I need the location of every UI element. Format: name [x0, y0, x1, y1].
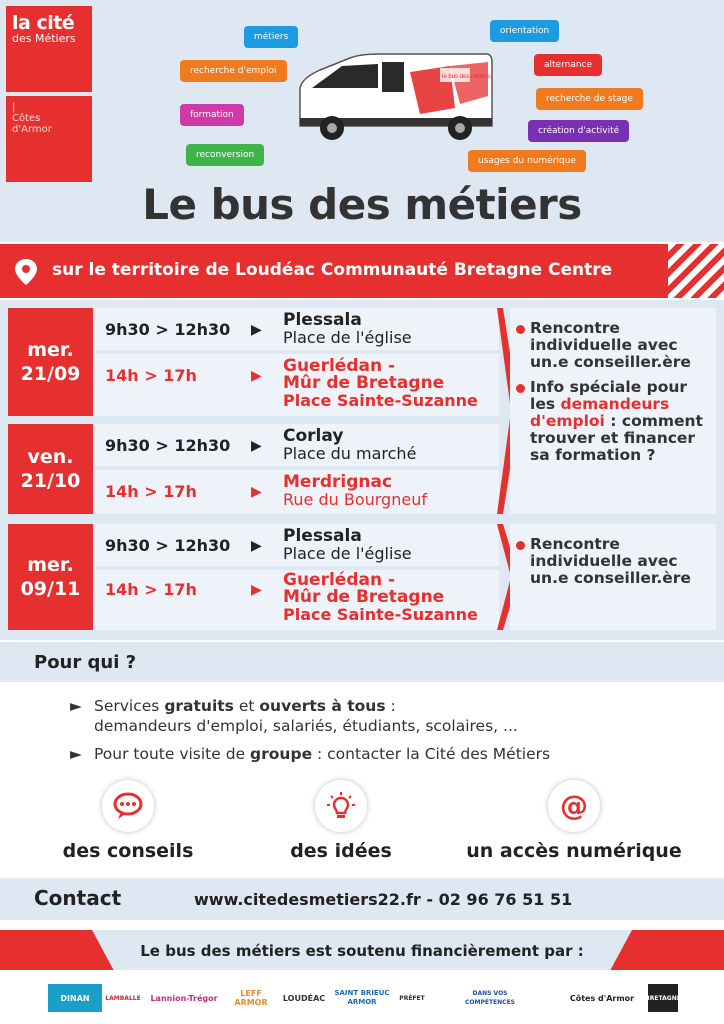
partner-logo: Lannion-Trégor — [150, 993, 218, 1003]
bubble-usages-numerique: usages du numérique — [468, 150, 586, 172]
stripe-decoration — [668, 244, 724, 298]
day-name: ven. — [27, 446, 74, 468]
at-sign-icon: @ — [548, 780, 600, 832]
header — [0, 0, 724, 242]
slot-time: 14h > 17h — [105, 482, 197, 501]
play-arrow-icon: ▶ — [251, 438, 262, 454]
slot-place: Plessala — [283, 310, 362, 330]
partner-logo: SAINT BRIEUC ARMOR — [334, 989, 390, 1006]
list-text-bold: groupe — [250, 745, 313, 763]
partner-logo — [434, 984, 464, 1012]
bubble-recherche-emploi: recherche d'emploi — [180, 60, 287, 82]
slot-row — [95, 470, 499, 514]
info-text: : comment trouver et financer sa formation ? — [530, 412, 703, 464]
partner-logo: LEFF ARMOR — [234, 989, 268, 1007]
slot-address: Place du marché — [283, 444, 417, 463]
bubble-creation-activite: création d'activité — [528, 120, 629, 142]
play-arrow-icon: ▶ — [251, 322, 262, 338]
triangle-bullet-icon: ► — [70, 697, 82, 715]
slot-row — [95, 424, 499, 466]
list-text-bold: ouverts à tous — [259, 697, 386, 715]
day-date: 21/10 — [20, 470, 81, 492]
bus-sign: le bus des métiers — [442, 74, 491, 80]
slot-place-line2: Mûr de Bretagne — [283, 373, 445, 393]
day-name: mer. — [27, 554, 74, 576]
benefit-label: des idées — [290, 840, 392, 862]
day-date: 21/09 — [20, 363, 81, 385]
info-bullet — [530, 379, 708, 464]
slot-time: 14h > 17h — [105, 580, 197, 599]
info-highlight: demandeurs d'emploi — [530, 395, 670, 430]
list-item — [70, 744, 550, 764]
benefit-label: un accès numérique — [466, 840, 682, 862]
triangle-bullet-icon: ► — [70, 745, 82, 763]
info-panel-2 — [510, 524, 716, 630]
slot-row — [95, 354, 499, 416]
slot-time: 9h30 > 12h30 — [105, 536, 231, 555]
speech-bubble-icon — [102, 780, 154, 832]
logo-cite-line1: la cité — [12, 12, 75, 34]
day-block-3 — [8, 524, 93, 630]
info-panel-1 — [510, 308, 716, 514]
day-block-2 — [8, 424, 93, 514]
day-date: 09/11 — [20, 578, 81, 600]
partner-logo — [522, 984, 560, 1012]
partner-logo: LOUDÉAC — [282, 993, 326, 1003]
info-bullet: Rencontre individuelle avec un.e conseiller.ère — [530, 320, 708, 371]
list-text: demandeurs d'emploi, salariés, étudiants, scolaires, ... — [94, 717, 518, 735]
slot-address: Place de l'église — [283, 544, 412, 563]
list-text: Pour toute visite de — [94, 745, 246, 763]
logo-cite-line2: des Métiers — [12, 32, 76, 45]
list-text-bold: gratuits — [164, 697, 234, 715]
bubble-metiers: métiers — [244, 26, 298, 48]
pour-qui-header — [0, 642, 724, 682]
slot-address: Place Sainte-Suzanne — [283, 605, 478, 624]
slot-place: Corlay — [283, 426, 344, 446]
sponsor-banner — [0, 930, 724, 970]
partner-logo: DANS VOS COMPÉTENCES — [464, 990, 515, 1006]
pour-qui-title: Pour qui ? — [34, 652, 137, 673]
slot-place: Merdrignac — [283, 472, 393, 492]
slot-row — [95, 570, 499, 630]
logo-region-line1: | — [12, 102, 16, 113]
partner-logo: BRETAGNE — [648, 984, 678, 1012]
slot-time: 14h > 17h — [105, 366, 197, 385]
contact-title: Contact — [34, 886, 122, 910]
partner-logo: PRÉFET — [399, 994, 425, 1002]
sponsor-title: Le bus des métiers est soutenu financièrement par : — [140, 942, 584, 960]
list-item — [70, 696, 550, 736]
slot-address: Rue du Bourgneuf — [283, 490, 427, 509]
bubble-reconversion: reconversion — [186, 144, 264, 166]
info-text: Info spéciale pour les — [530, 378, 688, 413]
slot-row — [95, 308, 499, 350]
list-text: : contacter la Cité des Métiers — [317, 745, 551, 763]
lightbulb-icon — [315, 780, 367, 832]
slot-place: Guerlédan - — [283, 570, 396, 590]
slot-time: 9h30 > 12h30 — [105, 436, 231, 455]
play-arrow-icon: ▶ — [251, 538, 262, 554]
territory-banner — [0, 244, 724, 298]
partner-logos — [44, 984, 684, 1014]
slot-row — [95, 524, 499, 566]
logo-region-line3: d'Armor — [12, 124, 52, 135]
schedule-section — [0, 300, 724, 640]
benefit-idees — [286, 780, 396, 862]
list-text: et — [238, 697, 255, 715]
day-name: mer. — [27, 339, 74, 361]
partner-logo: LAMBALLE — [105, 994, 141, 1002]
bus-illustration — [290, 48, 495, 146]
cite-des-metiers-logo — [6, 6, 92, 92]
benefit-label: des conseils — [62, 840, 194, 862]
day-block-1 — [8, 308, 93, 416]
slot-address: Place Sainte-Suzanne — [283, 391, 478, 410]
page-title: Le bus des métiers — [142, 180, 582, 229]
bubble-orientation: orientation — [490, 20, 559, 42]
list-text: : — [390, 697, 396, 715]
partner-logo: DINAN — [48, 984, 102, 1012]
list-text: Services — [94, 697, 160, 715]
cotes-armor-logo — [6, 96, 92, 182]
benefit-conseils — [60, 780, 196, 862]
bubble-formation: formation — [180, 104, 244, 126]
play-arrow-icon: ▶ — [251, 368, 262, 384]
bubble-recherche-stage: recherche de stage — [536, 88, 643, 110]
location-pin-icon — [14, 258, 38, 286]
contact-bar — [0, 878, 724, 920]
territory-text: sur le territoire de Loudéac Communauté Bretagne Centre — [52, 260, 613, 280]
slot-place-line2: Mûr de Bretagne — [283, 587, 445, 607]
logo-region-line2: Côtes — [12, 113, 41, 124]
contact-details[interactable]: www.citedesmetiers22.fr - 02 96 76 51 51 — [194, 890, 573, 909]
slot-time: 9h30 > 12h30 — [105, 320, 231, 339]
pour-qui-list — [70, 696, 550, 772]
bubble-alternance: alternance — [534, 54, 602, 76]
play-arrow-icon: ▶ — [251, 484, 262, 500]
slot-place: Plessala — [283, 526, 362, 546]
info-bullet: Rencontre individuelle avec un.e conseiller.ère — [530, 536, 708, 587]
partner-logo: Côtes d'Armor — [569, 993, 635, 1003]
benefit-acces-numerique — [466, 780, 682, 862]
slot-address: Place de l'église — [283, 328, 412, 347]
slot-place: Guerlédan - — [283, 356, 396, 376]
play-arrow-icon: ▶ — [251, 582, 262, 598]
